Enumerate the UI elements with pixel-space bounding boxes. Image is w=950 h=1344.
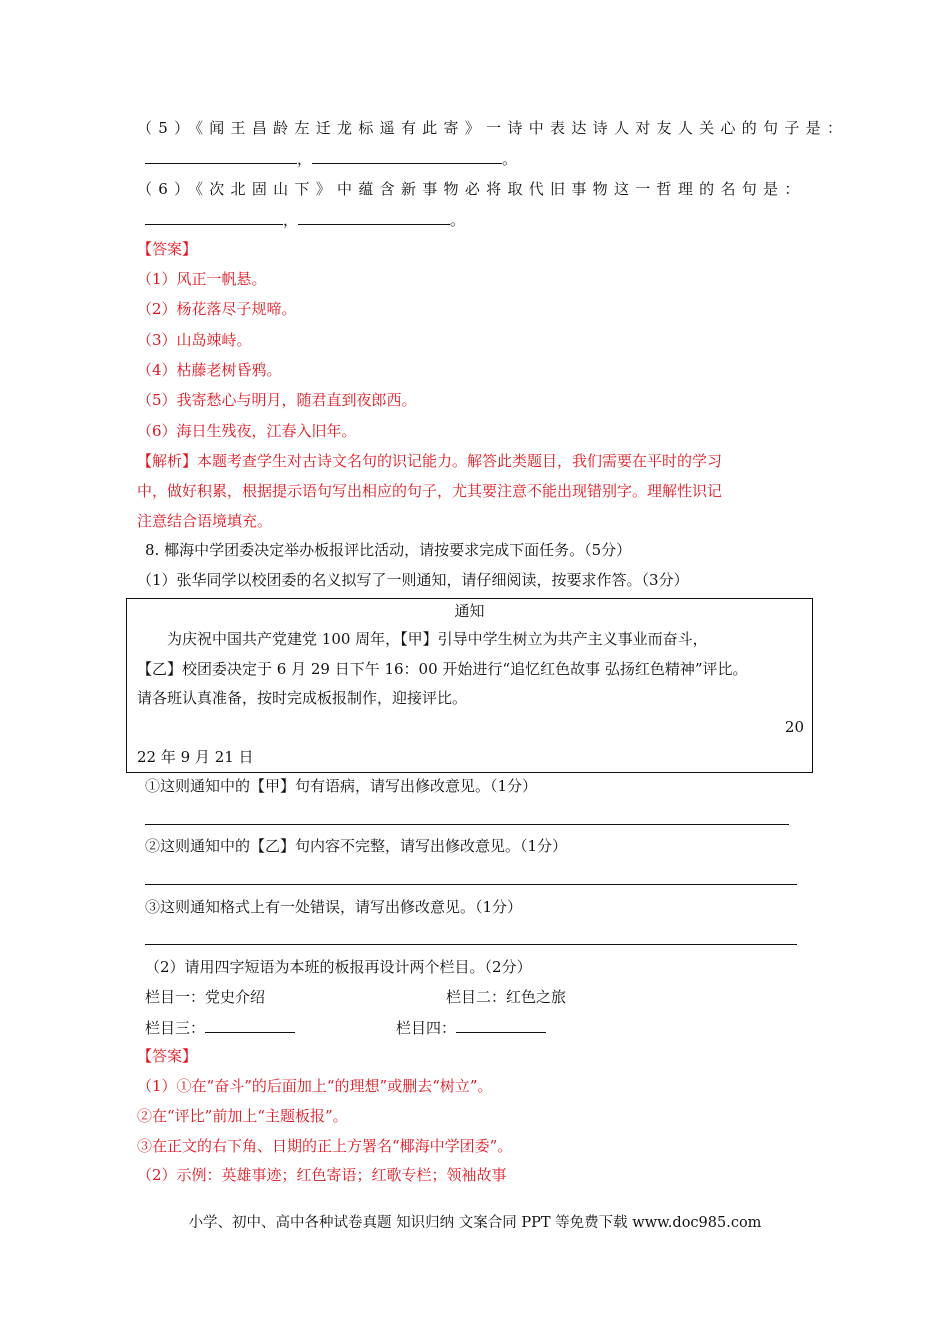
answer-label: 【答案】 [137, 1047, 198, 1065]
column-2: 栏目二：红色之旅 [446, 988, 567, 1006]
answer-blank[interactable] [145, 209, 283, 225]
answer-item: （3）山岛竦峙。 [137, 331, 252, 349]
notice-date-part1: 20 [784, 718, 804, 736]
answer-line[interactable] [145, 944, 797, 945]
question-8-item: ③这则通知格式上有一处错误，请写出修改意见。（1分） [145, 898, 523, 916]
answer-item: （2）杨花落尽子规啼。 [137, 300, 297, 318]
page-footer: 小学、初中、高中各种试卷真题 知识归纳 文案合同 PPT 等免费下载 www.doc985.com [188, 1215, 762, 1231]
question-8-sub2: （2）请用四字短语为本班的板报再设计两个栏目。（2分） [145, 958, 532, 976]
question-5-blanks: ， 。 [145, 148, 517, 169]
question-8-item: ①这则通知中的【甲】句有语病，请写出修改意见。（1分） [145, 777, 538, 795]
notice-title: 通知 [454, 602, 485, 620]
answer-blank[interactable] [298, 209, 450, 225]
notice-box [126, 598, 813, 773]
answer-label: 【答案】 [137, 240, 198, 258]
question-6: （6）《次北固山下》中蕴含新事物必将取代旧事物这一哲理的名句是： [137, 180, 806, 198]
question-8-title: 8. 椰海中学团委决定举办板报评比活动，请按要求完成下面任务。（5分） [145, 541, 632, 559]
answer-line[interactable] [145, 884, 797, 885]
answer-blank[interactable] [312, 148, 502, 164]
answer-item: （4）枯藤老树昏鸦。 [137, 361, 282, 379]
notice-line: 为庆祝中国共产党建党 100 周年，【甲】引导中学生树立为共产主义事业而奋斗， [137, 630, 708, 648]
column-3: 栏目三： [145, 1017, 295, 1038]
answer-blank[interactable] [145, 148, 297, 164]
question-8-sub1: （1）张华同学以校团委的名义拟写了一则通知，请仔细阅读，按要求作答。（3分） [137, 571, 689, 589]
column-4: 栏目四： [396, 1017, 546, 1038]
question-6-blanks: ， 。 [145, 209, 465, 230]
notice-date-part2: 22 年 9 月 21 日 [137, 748, 254, 766]
answer-item: ②在“评比”前加上“主题板报”。 [137, 1107, 348, 1125]
answer-item: （1）①在“奋斗”的后面加上“的理想”或删去“树立”。 [137, 1077, 493, 1095]
analysis-line: 中，做好积累，根据提示语句写出相应的句子，尤其要注意不能出现错别字。理解性识记 [137, 482, 723, 500]
question-5: （5）《闻王昌龄左迁龙标遥有此寄》一诗中表达诗人对友人关心的句子是： [137, 119, 849, 137]
answer-item: ③在正文的右下角、日期的正上方署名“椰海中学团委”。 [137, 1137, 513, 1155]
notice-line: 【乙】校团委决定于 6 月 29 日下午 16：00 开始进行“追忆红色故事 弘扬红色精神”评比。 [137, 660, 748, 678]
answer-line[interactable] [145, 824, 789, 825]
answer-item: （2）示例：英雄事迹；红色寄语；红歌专栏；领袖故事 [137, 1166, 507, 1184]
answer-item: （1）风正一帆悬。 [137, 270, 267, 288]
column-3-blank[interactable] [205, 1017, 295, 1033]
question-8-item: ②这则通知中的【乙】句内容不完整，请写出修改意见。（1分） [145, 837, 568, 855]
notice-line: 请各班认真准备，按时完成板报制作，迎接评比。 [137, 689, 468, 707]
column-4-blank[interactable] [456, 1017, 546, 1033]
answer-item: （6）海日生残夜，江春入旧年。 [137, 422, 357, 440]
answer-item: （5）我寄愁心与明月，随君直到夜郎西。 [137, 391, 417, 409]
analysis-line: 【解析】本题考查学生对古诗文名句的识记能力。解答此类题目，我们需要在平时的学习 [137, 452, 723, 470]
analysis-line: 注意结合语境填充。 [137, 512, 273, 530]
column-1: 栏目一：党史介绍 [145, 988, 266, 1006]
